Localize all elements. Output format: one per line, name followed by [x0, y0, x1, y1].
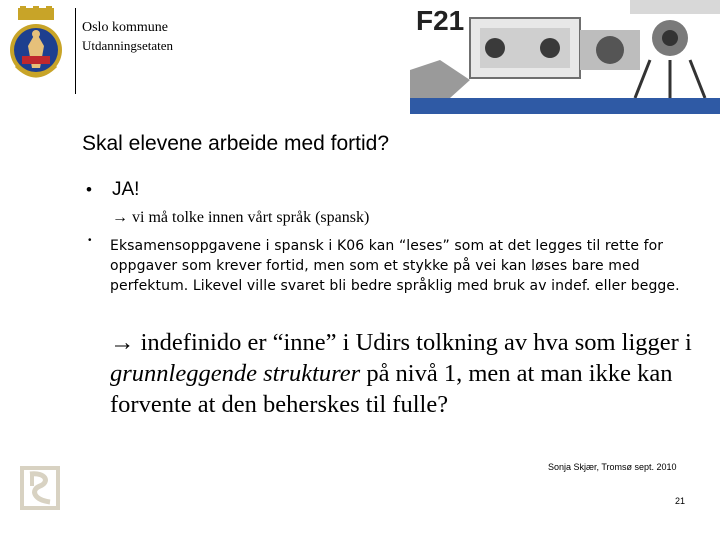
author-line: Sonja Skjær, Tromsø sept. 2010 [548, 462, 677, 472]
footer-logo [20, 466, 60, 510]
sub-bullet-text: Eksamensoppgavene i spansk i K06 kan “leses” som at det legges til rette for oppgaver som krever fortid, men som et stykke på vei kan løses bare med perfektum. Likevel ville svaret bli bedre språklig med bruk av indef. eller begge. [110, 238, 680, 294]
agency-name: Utdanningsetaten [82, 38, 173, 53]
bullet-text: JA! [112, 179, 140, 200]
oslo-crest-logo [8, 6, 64, 86]
arrow-note: → vi må tolke innen vårt språk (spansk) [112, 209, 370, 226]
header-blue-bar [410, 98, 720, 114]
header-banner-image [410, 0, 720, 98]
sub-bullet-marker: • [88, 235, 92, 246]
emphasis-part-2: på nivå 1, men at man ikke kan forvente at den beherskes til fulle? [110, 360, 673, 418]
emphasis-paragraph [110, 327, 710, 420]
slide-title: Skal elevene arbeide med fortid? [82, 132, 390, 155]
bullet-marker: • [86, 180, 92, 199]
banner-text: F21 [416, 5, 465, 36]
header-divider [75, 8, 76, 94]
organization-name: Oslo kommune [82, 20, 168, 35]
page-number: 21 [675, 496, 686, 506]
emphasis-part-1: → indefinido er “inne” i Udirs tolkning av hva som ligger i [110, 329, 692, 356]
emphasis-italic: grunnleggende strukturer [110, 360, 361, 387]
